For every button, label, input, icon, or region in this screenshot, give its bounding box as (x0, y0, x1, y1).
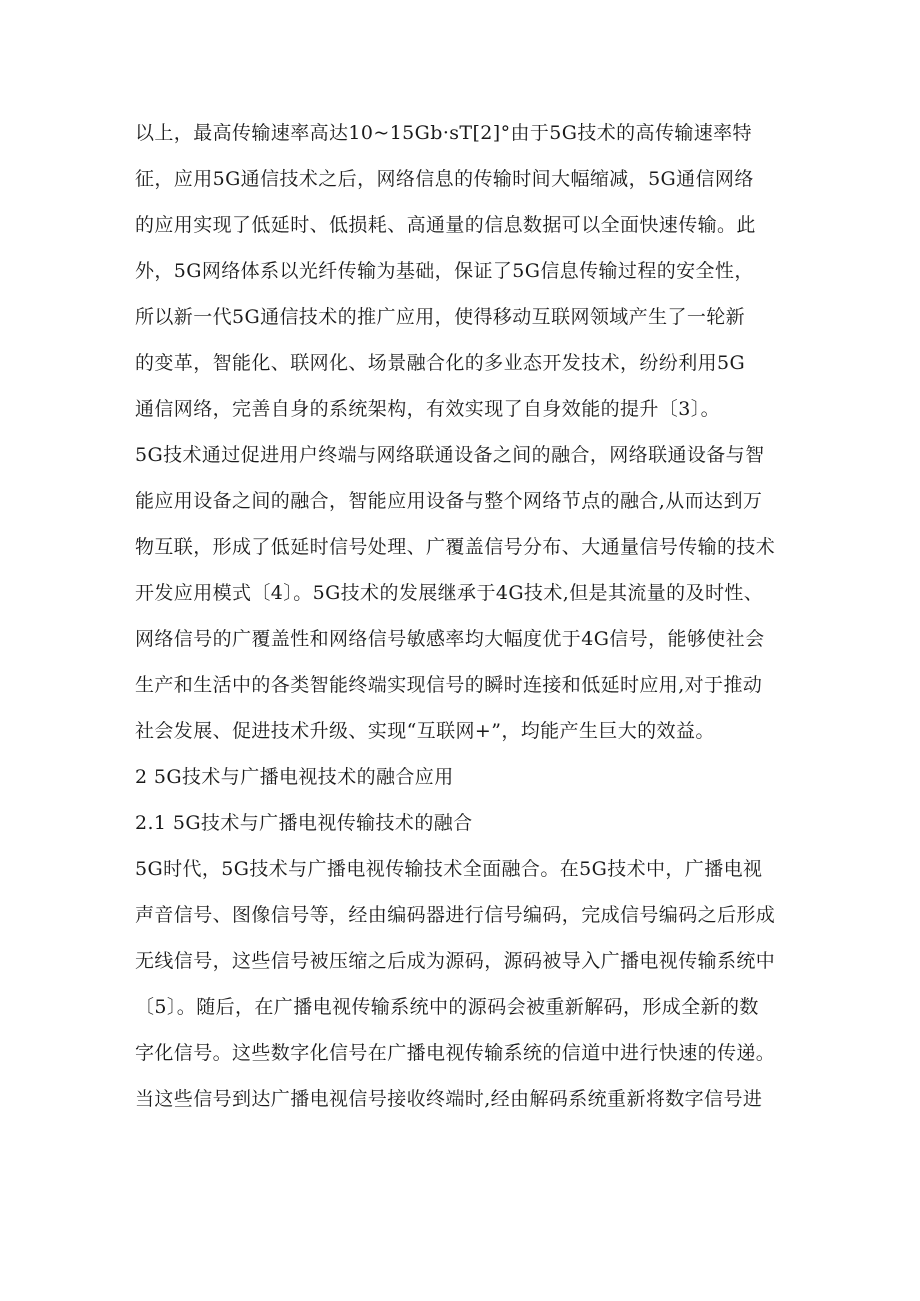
text-line: 〔5〕。随后，在广播电视传输系统中的源码会被重新解码，形成全新的数 (135, 996, 759, 1018)
text-line: 的应用实现了低延时、低损耗、高通量的信息数据可以全面快速传输。此 (135, 214, 756, 236)
text-line: 生产和生活中的各类智能终端实现信号的瞬时连接和低延时应用,对于推动 (135, 674, 763, 696)
text-line: 社会发展、促进技术升级、实现“互联网+”，均能产生巨大的效益。 (135, 720, 715, 742)
text-line: 字化信号。这些数字化信号在广播电视传输系统的信道中进行快速的传递。 (135, 1042, 776, 1064)
text-line: 通信网络，完善自身的系统架构，有效实现了自身效能的提升〔3〕。 (135, 398, 720, 420)
section-heading: 2 5G技术与广播电视技术的融合应用 (135, 766, 454, 788)
text-line: 的变革，智能化、联网化、场景融合化的多业态开发技术，纷纷利用5G (135, 352, 746, 374)
text-line: 所以新一代5G通信技术的推广应用，使得移动互联网领域产生了一轮新 (135, 306, 746, 328)
text-line: 外，5G网络体系以光纤传输为基础，保证了5G信息传输过程的安全性， (135, 260, 754, 282)
text-line: 以上，最高传输速率高达10~15Gb·sT[2]°由于5G技术的高传输速率特 (135, 122, 752, 144)
subsection-heading: 2.1 5G技术与广播电视传输技术的融合 (135, 812, 473, 834)
text-line: 无线信号，这些信号被压缩之后成为源码，源码被导入广播电视传输系统中 (135, 950, 776, 972)
text-line: 开发应用模式〔4〕。5G技术的发展继承于4G技术,但是其流量的及时性、 (135, 582, 764, 604)
text-line: 征，应用5G通信技术之后，网络信息的传输时间大幅缩减，5G通信网络 (135, 168, 754, 190)
text-line: 声音信号、图像信号等，经由编码器进行信号编码，完成信号编码之后形成 (135, 904, 776, 926)
text-line: 物互联，形成了低延时信号处理、广覆盖信号分布、大通量信号传输的技术 (135, 536, 776, 558)
text-line: 能应用设备之间的融合，智能应用设备与整个网络节点的融合,从而达到万 (135, 490, 763, 512)
text-line: 5G技术通过促进用户终端与网络联通设备之间的融合，网络联通设备与智 (135, 444, 765, 466)
text-line: 5G时代，5G技术与广播电视传输技术全面融合。在5G技术中，广播电视 (135, 858, 763, 880)
text-line: 当这些信号到达广播电视信号接收终端时,经由解码系统重新将数字信号进 (135, 1088, 763, 1110)
text-line: 网络信号的广覆盖性和网络信号敏感率均大幅度优于4G信号，能够使社会 (135, 628, 765, 650)
